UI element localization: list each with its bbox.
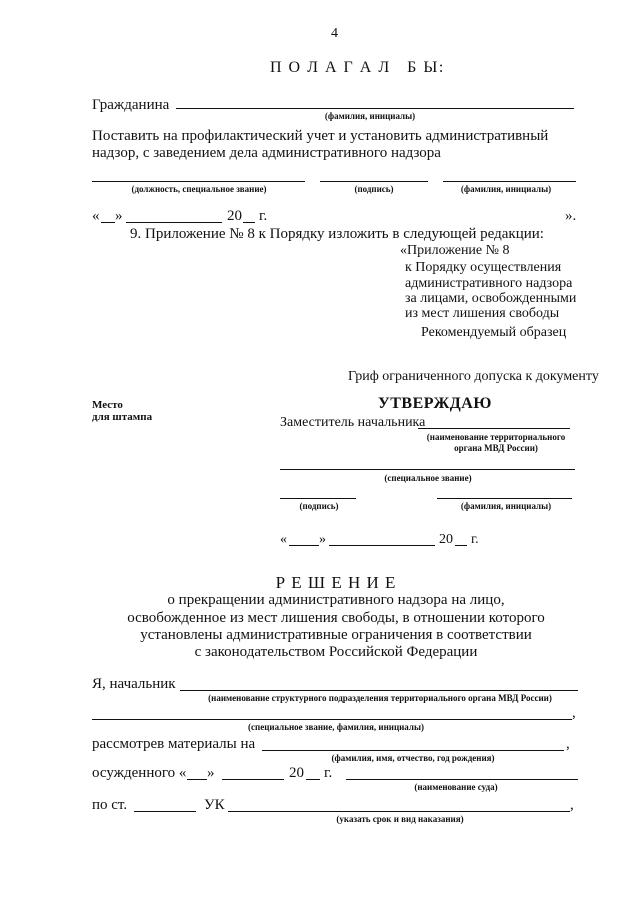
decision-line-3: установлены административные ограничения в соответствии xyxy=(140,627,532,643)
convicted-label: осужденного « xyxy=(92,765,187,781)
convicted-year-prefix: 20 xyxy=(289,765,304,781)
citizen-label: Гражданина xyxy=(92,97,170,113)
signature-caption: (подпись) xyxy=(354,184,394,194)
materials-caption: (фамилия, имя, отчество, год рождения) xyxy=(331,753,495,763)
date-month-line[interactable] xyxy=(126,222,222,223)
approve-year-suffix: г. xyxy=(471,532,479,547)
stamp-place-line-1: Место xyxy=(92,399,123,411)
date-year-suffix: г. xyxy=(259,208,268,224)
approve-name-line[interactable] xyxy=(437,498,572,499)
stamp-place-line-2: для штампа xyxy=(92,411,153,423)
term-comma: , xyxy=(570,797,574,813)
approve-date-open: « xyxy=(280,532,287,547)
rank-name-line[interactable] xyxy=(92,719,572,720)
heading-proposal: П О Л А Г А Л Б Ы: xyxy=(270,59,445,76)
convicted-day-line[interactable] xyxy=(187,779,207,780)
approve-date-close: » xyxy=(319,532,326,547)
court-caption: (наименование суда) xyxy=(414,782,498,792)
approve-signature-caption: (подпись) xyxy=(299,501,339,511)
appendix-line-4: за лицами, освобожденными xyxy=(405,291,577,306)
chief-label: Я, начальник xyxy=(92,676,176,692)
name-caption: (фамилия, инициалы) xyxy=(460,184,552,194)
court-line[interactable] xyxy=(346,779,578,780)
position-caption: (должность, специальное звание) xyxy=(131,184,267,194)
chief-caption: (наименование структурного подразделения территориального органа МВД России) xyxy=(208,693,552,703)
deputy-label: Заместитель начальника xyxy=(280,415,426,430)
materials-line[interactable] xyxy=(262,750,564,751)
appendix-line-1: «Приложение № 8 xyxy=(400,243,510,258)
citizen-line[interactable] xyxy=(176,108,574,109)
approve-day-line[interactable] xyxy=(289,545,319,546)
appendix-line-5: из мест лишения свободы xyxy=(405,306,560,321)
citizen-caption: (фамилия, инициалы) xyxy=(324,111,416,121)
approve-title: УТВЕРЖДАЮ xyxy=(378,395,492,412)
decision-line-2: освобожденное из мест лишения свободы, в отношении которого xyxy=(127,610,545,626)
approve-signature-line[interactable] xyxy=(280,498,356,499)
date-close-quote: » xyxy=(115,208,123,224)
code-label: УК xyxy=(204,797,225,813)
date-year-prefix: 20 xyxy=(227,208,242,224)
appendix-line-2: к Порядку осуществления xyxy=(405,260,562,275)
date-open-quote: « xyxy=(92,208,100,224)
article-line[interactable] xyxy=(134,811,196,812)
security-stamp: Гриф ограниченного допуска к документу xyxy=(348,369,599,384)
materials-comma: , xyxy=(566,736,570,752)
decision-line-4: с законодательством Российской Федерации xyxy=(194,644,478,660)
item-9: 9. Приложение № 8 к Порядку изложить в следующей редакции: xyxy=(130,226,544,242)
position-line[interactable] xyxy=(92,181,305,182)
article-label: по ст. xyxy=(92,797,128,813)
org-caption-1: (наименование территориального xyxy=(426,432,566,442)
rank-name-comma: , xyxy=(572,705,576,721)
term-caption: (указать срок и вид наказания) xyxy=(336,814,464,824)
term-line[interactable] xyxy=(228,811,570,812)
decision-title: Р Е Ш Е Н И Е xyxy=(275,573,397,592)
rank-caption: (специальное звание) xyxy=(384,473,472,483)
approve-year-line[interactable] xyxy=(455,545,467,546)
name-line[interactable] xyxy=(443,181,576,182)
materials-label: рассмотрев материалы на xyxy=(92,736,256,752)
date-day-line[interactable] xyxy=(101,222,115,223)
date-end-mark: ». xyxy=(565,208,577,224)
convicted-year-line[interactable] xyxy=(306,779,320,780)
recommended-sample: Рекомендуемый образец xyxy=(421,325,567,340)
convicted-month-line[interactable] xyxy=(222,779,284,780)
page-number: 4 xyxy=(331,26,338,41)
approve-month-line[interactable] xyxy=(329,545,435,546)
date-year-line[interactable] xyxy=(243,222,255,223)
convicted-close: » xyxy=(207,765,215,781)
org-caption-2: органа МВД России) xyxy=(454,443,538,453)
rank-name-caption: (специальное звание, фамилия, инициалы) xyxy=(248,722,424,732)
appendix-line-3: административного надзора xyxy=(405,276,573,291)
approve-name-caption: (фамилия, инициалы) xyxy=(460,501,552,511)
deputy-line[interactable] xyxy=(418,428,570,429)
proposal-line-1: Поставить на профилактический учет и установить административный xyxy=(92,128,549,144)
chief-line[interactable] xyxy=(180,690,578,691)
rank-line[interactable] xyxy=(280,469,575,470)
signature-line[interactable] xyxy=(320,181,428,182)
approve-year-prefix: 20 xyxy=(439,532,453,547)
proposal-line-2: надзор, с заведением дела административного надзора xyxy=(92,145,441,161)
convicted-year-suffix: г. xyxy=(324,765,333,781)
decision-line-1: о прекращении административного надзора на лицо, xyxy=(167,592,505,608)
